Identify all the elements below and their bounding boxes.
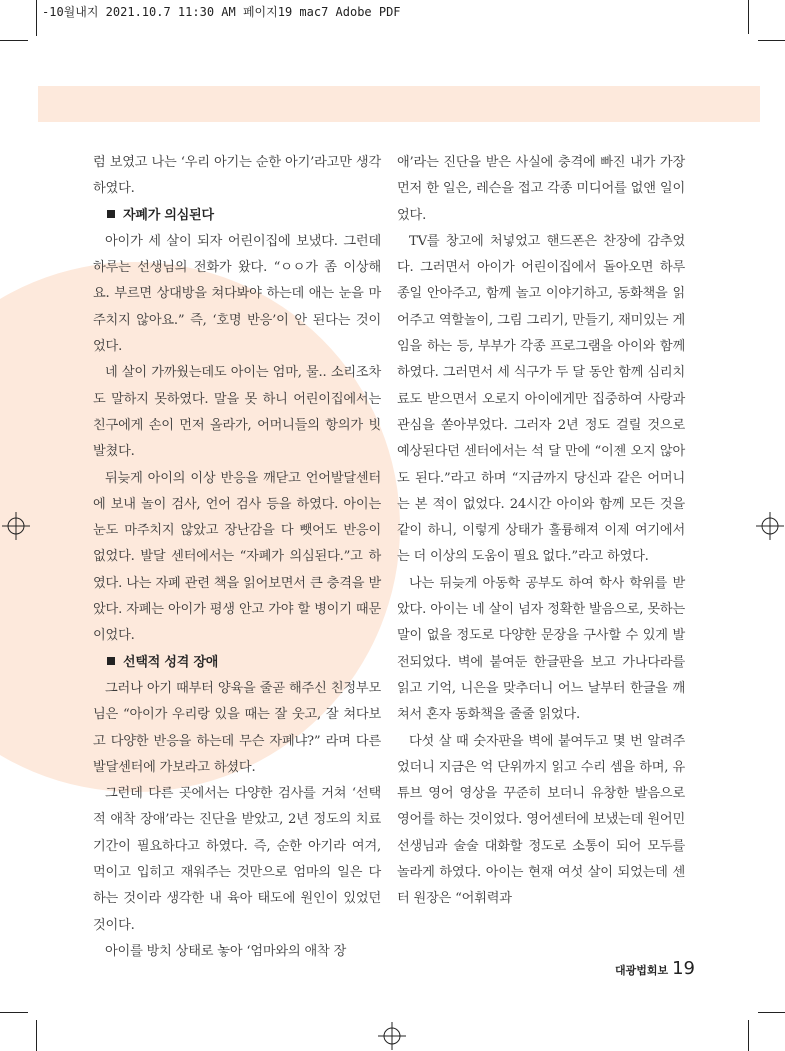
paragraph: 아이를 방치 상태로 놓아 ‘엄마와의 애착 장	[105, 943, 347, 959]
paragraph: 그런데 다른 곳에서는 다양한 검사를 거쳐 ‘선택적 애착 장애’라는 진단을 받았고, 2년 정도의 치료 기간이 필요하다고 하였다. 즉, 순한 아기라 여겨, 먹이고 입히고 재워주는 것만으로 엄마의 일은 다 하는 것이라 생각한 내 육아 태도에 원인이 있었던 것이다.	[93, 786, 381, 933]
header-band	[38, 86, 760, 122]
paragraph: TV를 창고에 처넣었고 핸드폰은 찬장에 감추었다. 그러면서 아이가 어린이집에서 돌아오면 하루 종일 안아주고, 함께 놀고 이야기하고, 동화책을 읽어주고 역할놀이, 그림 그리기, 만들기, 재미있는 게임을 하는 등, 부부가 각종 프로그램을 아이와 함께 하였다. 그러면서 세 식구가 두 달 동안 함께 심리치료도 받으면서 오로지 아이에게만 집중하여 사랑과 관심을 쏟아부었다. 그러자 2년 정도 걸릴 것으로 예상된다던 센터에서는 석 달 만에 “이젠 오지 않아도 된다.”라고 하며 “지금까지 당신과 같은 어머니는 본 적이 없었다. 24시간 아이와 함께 모든 것을 같이 하니, 이렇게 상태가 훌륭해져 이제 여기에서는 더 이상의 도움이 필요 없다.”라고 하였다.	[397, 233, 685, 565]
crop-mark-bottom-left-h	[0, 1012, 28, 1013]
paragraph: 아이가 세 살이 되자 어린이집에 보냈다. 그런데 하루는 선생님의 전화가 왔다. “ㅇㅇ가 좀 이상해요. 부르면 상대방을 쳐다봐야 하는데 애는 눈을 마주치지 않아요.” 즉, ‘호명 반응’이 안 된다는 것이었다.	[93, 233, 381, 355]
registration-mark-bottom	[378, 1022, 406, 1050]
square-bullet-icon	[107, 210, 115, 218]
paragraph: 다섯 살 때 숫자판을 벽에 붙여두고 몇 번 알려주었더니 지금은 억 단위까지 읽고 수리 셈을 하며, 유튜브 영어 영상을 꾸준히 보더니 유창한 발음으로 영어를 하는 것이었다. 영어센터에 보냈는데 원어민 선생님과 술술 대화할 정도로 소통이 되어 모두를 놀라게 하였다. 아이는 현재 여섯 살이 되었는데 센터 원장은 “어휘력과	[397, 733, 685, 907]
crop-mark-top-left-h	[0, 40, 28, 41]
paragraph: 애’라는 진단을 받은 사실에 충격에 빠진 내가 가장 먼저 한 일은, 레슨을 접고 각종 미디어를 없앤 일이었다.	[397, 155, 685, 223]
page-number: 19	[672, 958, 695, 979]
section-heading	[93, 203, 381, 229]
registration-mark-left	[2, 512, 30, 540]
section-heading-text: 선택적 성격 장애	[123, 654, 219, 670]
print-slug: -10월내지 2021.10.7 11:30 AM 페이지19 mac7 Adobe PDF	[42, 5, 401, 19]
page-footer	[615, 958, 695, 979]
right-column	[397, 150, 685, 913]
crop-mark-bottom-right-h	[758, 1012, 785, 1013]
paragraph: 그러나 아기 때부터 양육을 줄곧 해주신 친정부모님은 “아이가 우리랑 있을 때는 잘 웃고, 잘 쳐다보고 다양한 반응을 하는데 무슨 자폐냐?” 라며 다른 발달센터에 가보라고 하셨다.	[93, 680, 381, 775]
left-column	[93, 150, 381, 965]
registration-mark-right	[756, 512, 784, 540]
crop-mark-bottom-right-v	[748, 1020, 749, 1051]
publication-name: 대광법회보	[614, 964, 669, 977]
paragraph: 뒤늦게 아이의 이상 반응을 깨닫고 언어발달센터에 보내 놀이 검사, 언어 검사 등을 하였다. 아이는 눈도 마주치지 않았고 장난감을 다 뺏어도 반응이 없었다. 발달 센터에서는 “자폐가 의심된다.”고 하였다. 나는 자폐 관련 책을 읽어보면서 큰 충격을 받았다. 자폐는 아이가 평생 안고 가야 할 병이기 때문이었다.	[93, 470, 381, 644]
square-bullet-icon	[107, 657, 115, 665]
paragraph: 럼 보였고 나는 ‘우리 아기는 순한 아기’라고만 생각하였다.	[93, 155, 381, 197]
section-heading	[93, 650, 381, 676]
crop-mark-bottom-left-v	[36, 1020, 37, 1051]
section-heading-text: 자폐가 의심된다	[123, 207, 214, 223]
paragraph: 네 살이 가까웠는데도 아이는 엄마, 물.. 소리조차도 말하지 못하였다. 말을 못 하니 어린이집에서는 친구에게 손이 먼저 올라가, 어머니들의 항의가 빗발쳤다.	[93, 365, 381, 460]
crop-mark-top-right-h	[758, 40, 785, 41]
paragraph: 나는 뒤늦게 아동학 공부도 하여 학사 학위를 받았다. 아이는 네 살이 넘자 정확한 발음으로, 못하는 말이 없을 정도로 다양한 문장을 구사할 수 있게 발전되었다. 벽에 붙여둔 한글판을 보고 가나다라를 읽고 기억, 니은을 맞추더니 어느 날부터 한글을 깨쳐서 혼자 동화책을 줄줄 읽었다.	[397, 575, 685, 723]
slug-rule	[36, 0, 37, 36]
crop-mark-top-right-v	[748, 0, 749, 34]
